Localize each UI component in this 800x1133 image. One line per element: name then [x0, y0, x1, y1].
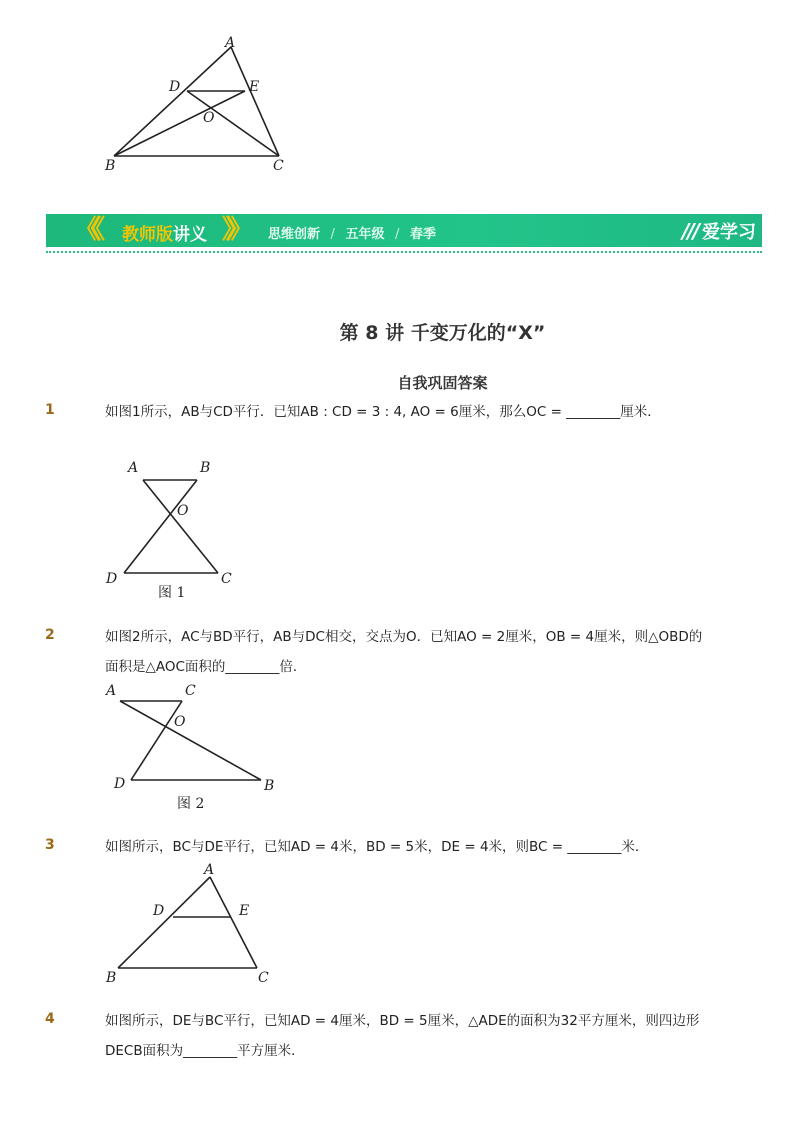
brand-logo	[682, 218, 756, 244]
banner-title-part1: 教师版	[122, 225, 173, 245]
crumb-season: 春季	[409, 227, 436, 242]
dotted-divider	[46, 251, 762, 253]
crumb-thinking: 思维创新	[268, 227, 321, 242]
fig3-label-d: D	[153, 903, 165, 919]
lecture-title: 第 8 讲 千变万化的“X”	[339, 322, 546, 344]
question-number-4: 4	[45, 1011, 55, 1027]
figure-2	[100, 680, 290, 815]
label-a: A	[225, 35, 236, 51]
fig3-label-b: B	[106, 970, 117, 986]
question-text-3: 如图所示，BC与DE平行，已知AD = 4米，BD = 5米，DE = 4米，则BC = ________米．	[105, 839, 649, 855]
figure-1	[100, 455, 250, 605]
fig2-label-d: D	[114, 776, 126, 792]
banner-title-part2: 讲义	[173, 225, 207, 245]
question-number-3: 3	[45, 837, 55, 853]
question-text-2: 如图2所示，AC与BD平行，AB与DC相交，交点为O．已知AO = 2厘米，OB = 4厘米，则△OBD的面积是△AOC面积的________倍．	[105, 629, 703, 675]
fig1-label-b: B	[200, 460, 211, 476]
crumb-separator: /	[330, 227, 335, 242]
label-c: C	[273, 158, 284, 174]
question-text-4: 如图所示，DE与BC平行，已知AD = 4厘米，BD = 5厘米，△ADE的面积为32平方厘米，则四边形DECB面积为________平方厘米．	[105, 1013, 700, 1059]
label-o: O	[203, 110, 215, 126]
logo-text: 爱学习	[702, 222, 756, 243]
crumb-grade: 五年级	[345, 227, 385, 242]
fig2-label-a: A	[106, 683, 117, 699]
crumb-separator: /	[395, 227, 400, 242]
top-triangle-figure	[95, 30, 315, 180]
fig1-label-a: A	[128, 460, 139, 476]
fig1-label-d: D	[106, 571, 118, 587]
breadcrumb	[268, 223, 436, 242]
fig3-label-c: C	[258, 970, 269, 986]
fig2-label-c: C	[185, 683, 196, 699]
label-b: B	[105, 158, 116, 174]
label-d: D	[169, 79, 181, 95]
logo-marks-icon: ///	[682, 219, 698, 243]
banner-title	[122, 220, 207, 245]
header-banner	[46, 214, 762, 247]
question-number-2: 2	[45, 627, 55, 643]
chevrons-left-icon: 《《	[74, 215, 98, 245]
fig2-label-b: B	[264, 778, 275, 794]
figure-3	[100, 855, 280, 990]
fig2-label-o: O	[174, 714, 186, 730]
fig3-label-e: E	[239, 903, 250, 919]
fig1-label-o: O	[177, 503, 189, 519]
fig3-label-a: A	[204, 862, 215, 878]
chevrons-right-icon: 》》	[222, 215, 246, 245]
label-e: E	[249, 79, 260, 95]
section-title: 自我巩固答案	[397, 374, 488, 392]
question-number-1: 1	[45, 402, 55, 418]
fig2-caption: 图 2	[177, 796, 205, 812]
fig1-label-c: C	[221, 571, 232, 587]
question-text-1: 如图1所示，AB与CD平行．已知AB : CD = 3 : 4, AO = 6厘米，那么OC = ________厘米．	[105, 404, 661, 420]
fig1-caption: 图 1	[158, 585, 186, 601]
